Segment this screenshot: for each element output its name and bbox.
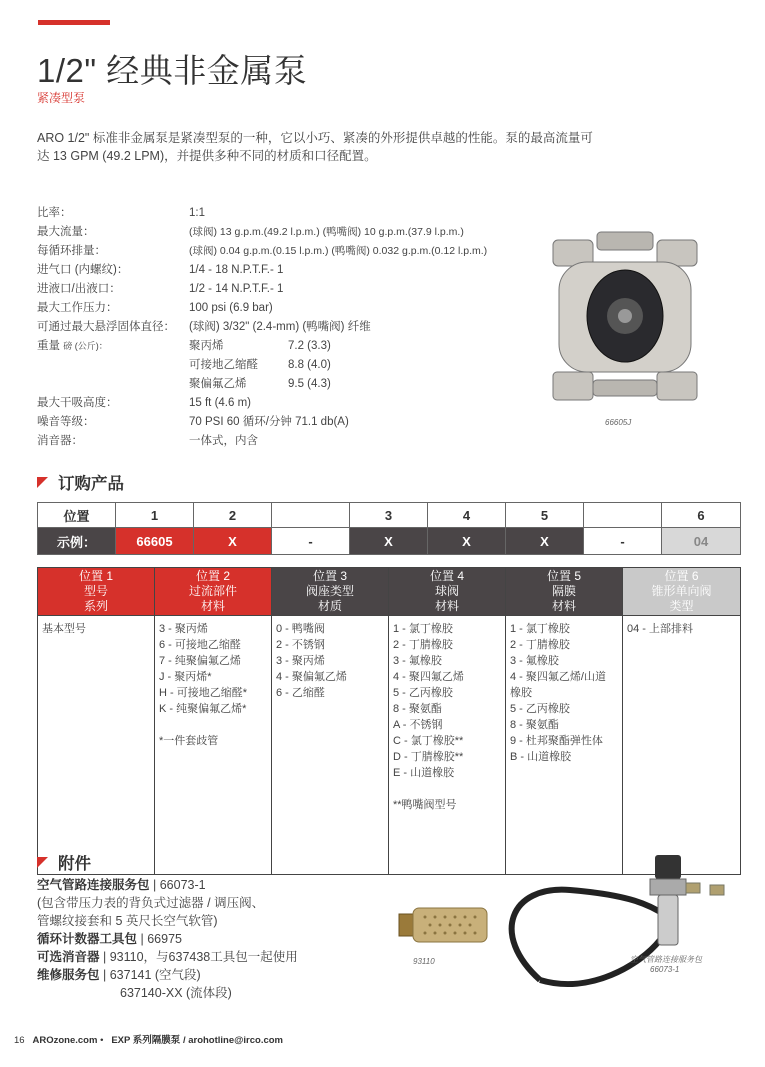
example-row: 示例： 66605 X - X X X - 04: [38, 528, 741, 555]
option-item: 1 - 氯丁橡胶: [393, 623, 453, 635]
option-item: 橡胶: [510, 687, 532, 699]
spec-ratio: 比率： 1:1: [37, 207, 205, 219]
position-example-table: [37, 502, 741, 555]
triangle-marker-icon: [37, 857, 48, 868]
accessories-heading: 附件: [37, 850, 91, 874]
option-item: [159, 717, 267, 733]
option-item: 3 - 氟橡胶: [510, 655, 559, 667]
option-item: H - 可接地乙缩醛*: [159, 687, 247, 699]
pump-image-caption: 66605J: [605, 418, 632, 427]
option-item: 7 - 纯聚偏氟乙烯: [159, 655, 241, 667]
option-item: D - 丁腈橡胶**: [393, 751, 464, 763]
options-body-row: [38, 616, 741, 875]
pump-image: [545, 222, 705, 427]
option-item: B - 山道橡胶: [510, 751, 572, 763]
header-accent-bar: [38, 20, 110, 25]
option-item: K - 纯聚偏氟乙烯*: [159, 703, 247, 715]
triangle-marker-icon: [37, 477, 48, 488]
options-col: [506, 616, 623, 875]
options-col-header: 位置 6 锥形单向阀 类型: [623, 568, 741, 616]
options-col-header: 位置 2 过流部件 材料: [155, 568, 272, 616]
page-number: 16: [14, 1035, 25, 1046]
footer-series: EXP 系列隔膜泵 / arohotline@irco.com: [111, 1035, 284, 1046]
air-kit-image: [500, 845, 730, 995]
spec-list: 比率： 1:1 最大流量： (球阀) 13 g.p.m.(49.2 l.p.m.) (鸭嘴阀) 10 g.p.m.(37.9 l.p.m.) 每循环排量： (球阀) 0.04 g.p.m.(0.15 l.p.m.) (鸭嘴阀) 0.032 g.p.m.(0.12 l.p.m.) 进气口 (内螺纹)： 1/4 - 18 N.P.T.F.- 1 进液口/出液口： 1/2 - 14 N.P.T.F.- 1 最大工作压力： 100 psi (6.9 bar) 可通过最大悬浮固体直径： (球阀) 3/32" (2.4-mm) (鸭嘴阀) 纤维 重量 磅 (公斤)： 聚丙烯 7.2 (3.3) 可接地乙缩醛 8.8 (4.0) 聚偏氟乙烯 9.5 (4.3) 最大干吸高度： 15 ft (4.6 m) 噪音等级： 70 PSI 60 循环/分钟 71.1 db(A) 消音器： 一体式，内含: [37, 204, 487, 451]
options-col-header: 位置 1 型号 系列: [38, 568, 155, 616]
option-item: 2 - 丁腈橡胶: [510, 639, 570, 651]
accessories-list: 空气管路连接服务包 | 66073-1 (包含带压力表的背负式过滤器 / 调压阀、 管螺纹接套和 5 英尺长空气软管) 循环计数器工具包 | 66975 可选消音器 | 93110，与637438工具包一起使用 维修服务包 | 637141 (空气段) 637140-XX (流体段): [37, 878, 298, 1000]
spec-weight: 重量 磅 (公斤)： 聚丙烯 7.2 (3.3): [37, 340, 331, 352]
spec-suction-lift: 最大干吸高度： 15 ft (4.6 m): [37, 397, 251, 409]
option-item: E - 山道橡胶: [393, 767, 455, 779]
page-subtitle: 紧凑型泵: [37, 91, 86, 105]
option-item: [393, 781, 501, 797]
option-item: 4 - 聚偏氟乙烯: [276, 671, 347, 683]
air-kit-caption: 空气管路连接服务包: [630, 955, 702, 964]
position-row: 位置 1 2 3 4 5 6: [38, 503, 741, 528]
footer-site-link[interactable]: AROzone.com: [32, 1035, 98, 1046]
options-header-row: [38, 568, 741, 616]
air-kit-code-caption: 66073-1: [650, 965, 680, 974]
spec-solids: 可通过最大悬浮固体直径： (球阀) 3/32" (2.4-mm) (鸭嘴阀) 纤维: [37, 321, 371, 333]
option-item: A - 不锈钢: [393, 719, 443, 731]
option-item: 2 - 丁腈橡胶: [393, 639, 453, 651]
options-col: [272, 616, 389, 875]
options-col: [38, 616, 155, 875]
option-item: 4 - 聚四氟乙烯/山道: [510, 671, 606, 683]
options-col-header: 位置 5 隔膜 材料: [506, 568, 623, 616]
option-item: 6 - 乙缩醛: [276, 687, 325, 699]
options-col: [623, 616, 741, 875]
intro-paragraph: ARO 1/2" 标准非金属泵是紧凑型泵的一种，它以小巧、紧凑的外形提供卓越的性能。泵的最高流量可达 13 GPM (49.2 LPM)，并提供多种不同的材质和口径配置。: [37, 131, 593, 163]
option-item: 0 - 鸭嘴阀: [276, 623, 325, 635]
options-col: [155, 616, 272, 875]
option-item: 3 - 聚丙烯: [276, 655, 325, 667]
options-col-header: 位置 3 阀座类型 材质: [272, 568, 389, 616]
example-label: 示例：: [38, 528, 116, 555]
spec-max-pressure: 最大工作压力： 100 psi (6.9 bar): [37, 302, 273, 314]
option-item: C - 氯丁橡胶**: [393, 735, 464, 747]
ordering-heading: 订购产品: [37, 470, 124, 494]
option-item: 基本型号: [42, 623, 86, 635]
spec-muffler: 消音器： 一体式，内含: [37, 435, 258, 447]
option-item: 1 - 氯丁橡胶: [510, 623, 570, 635]
option-item: J - 聚丙烯*: [159, 671, 212, 683]
muffler-caption: 93110: [413, 957, 435, 966]
option-item: 3 - 聚丙烯: [159, 623, 208, 635]
spec-fluid-ports: 进液口/出液口： 1/2 - 14 N.P.T.F.- 1: [37, 283, 284, 295]
position-label: 位置: [38, 503, 116, 528]
option-item: 04 - 上部排料: [627, 623, 694, 635]
option-item: *一件套歧管: [159, 735, 219, 747]
options-table: [37, 567, 741, 875]
spec-air-inlet: 进气口 (内螺纹)： 1/4 - 18 N.P.T.F.- 1: [37, 264, 284, 276]
option-item: 8 - 聚氨酯: [393, 703, 442, 715]
muffler-image: [395, 890, 495, 970]
option-item: 8 - 聚氨酯: [510, 719, 559, 731]
option-item: 9 - 杜邦聚酯弹性体: [510, 735, 603, 747]
options-col: [389, 616, 506, 875]
options-col-header: 位置 4 球阀 材料: [389, 568, 506, 616]
option-item: 6 - 可接地乙缩醛: [159, 639, 241, 651]
option-item: 2 - 不锈钢: [276, 639, 325, 651]
page-footer: 16 AROzone.com • EXP 系列隔膜泵 / arohotline@irco.com: [14, 1035, 284, 1046]
page-title: 1/2" 经典非金属泵: [37, 52, 308, 89]
option-item: **鸭嘴阀型号: [393, 799, 457, 811]
spec-displacement: 每循环排量： (球阀) 0.04 g.p.m.(0.15 l.p.m.) (鸭嘴阀) 0.032 g.p.m.(0.12 l.p.m.): [37, 245, 488, 257]
spec-max-flow: 最大流量： (球阀) 13 g.p.m.(49.2 l.p.m.) (鸭嘴阀) 10 g.p.m.(37.9 l.p.m.): [37, 226, 464, 238]
option-item: 4 - 聚四氟乙烯: [393, 671, 464, 683]
option-item: 5 - 乙丙橡胶: [510, 703, 570, 715]
option-item: 5 - 乙丙橡胶: [393, 687, 453, 699]
option-item: 3 - 氟橡胶: [393, 655, 442, 667]
spec-noise: 噪音等级： 70 PSI 60 循环/分钟 71.1 db(A): [37, 416, 349, 428]
